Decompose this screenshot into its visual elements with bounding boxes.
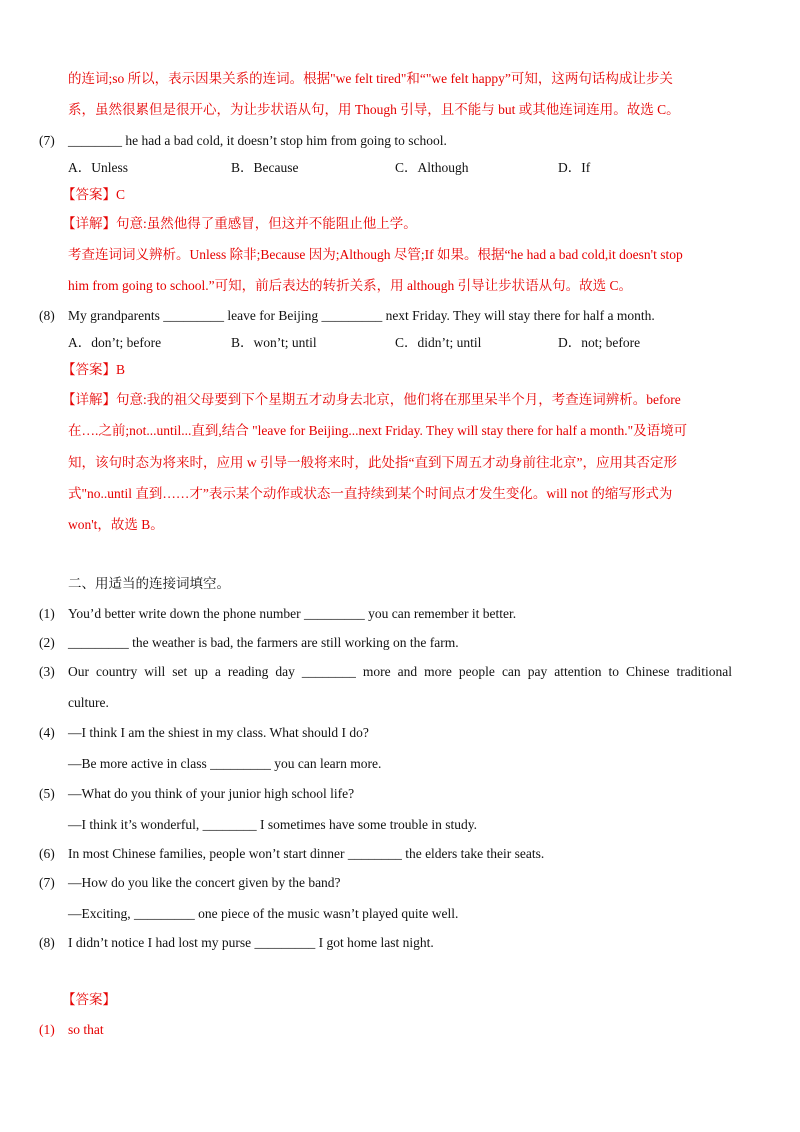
answer-number: (1) xyxy=(39,1022,55,1037)
item-number: (7) xyxy=(39,875,55,890)
item-number: (8) xyxy=(39,935,55,950)
option-c: C．Although xyxy=(395,160,469,175)
detail-line: 考查连词词义辨析。Unless 除非;Because 因为;Although 尽管;If 如果。根据“he had a bad cold,it doesn't stop xyxy=(68,247,683,262)
answer-label: 【答案】B xyxy=(62,362,126,377)
explanation-line: 系，虽然很累但是很开心，为让步状语从句，用 Though 引导，且不能与 but 或其他连词连用。故选 C。 xyxy=(68,102,680,117)
explanation-line: 的连词;so 所以，表示因果关系的连词。根据"we felt tired"和“"we felt happy”可知，这两句话构成让步关 xyxy=(68,71,673,86)
answer-label: 【答案】C xyxy=(62,187,126,202)
question-number: (7) xyxy=(39,133,55,148)
detail-line: won't，故选 B。 xyxy=(68,517,164,532)
question-stem: My grandparents _________ leave for Beijing _________ next Friday. They will stay there for half a month. xyxy=(68,308,655,323)
detail-line: 知，该句时态为将来时，应用 w 引导一般将来时，此处指“直到下周五才动身前往北京”，应用其否定形 xyxy=(68,455,677,470)
item-number: (4) xyxy=(39,725,55,740)
item-number: (3) xyxy=(39,664,55,679)
option-b: B．won’t; until xyxy=(231,335,317,350)
option-c: C．didn’t; until xyxy=(395,335,482,350)
item-number: (2) xyxy=(39,635,55,650)
answer-heading: 【答案】 xyxy=(62,992,116,1007)
option-a: A．don’t; before xyxy=(68,335,162,350)
answer-text: so that xyxy=(68,1022,104,1037)
item-text: —I think it’s wonderful, ________ I sometimes have some trouble in study. xyxy=(68,817,477,832)
item-text: Our country will set up a reading day ________ more and more people can pay attention to Chinese traditional xyxy=(68,664,732,679)
item-text: —How do you like the concert given by the band? xyxy=(68,875,341,890)
item-number: (1) xyxy=(39,606,55,621)
item-text: culture. xyxy=(68,695,109,710)
detail-line: 【详解】句意:虽然他得了重感冒，但这并不能阻止他上学。 xyxy=(62,216,417,231)
item-text: —Exciting, _________ one piece of the music wasn’t played quite well. xyxy=(68,906,459,921)
item-text: _________ the weather is bad, the farmers are still working on the farm. xyxy=(68,635,459,650)
item-text: —What do you think of your junior high school life? xyxy=(68,786,355,801)
option-d: D．not; before xyxy=(558,335,641,350)
item-text: —I think I am the shiest in my class. What should I do? xyxy=(68,725,369,740)
option-a: A．Unless xyxy=(68,160,128,175)
detail-line: 【详解】句意:我的祖父母要到下个星期五才动身去北京，他们将在那里呆半个月，考查连词辨析。before xyxy=(62,392,681,407)
detail-line: 在….之前;not...until...直到,结合 "leave for Beijing...next Friday. They will stay there for half a month."及语境可 xyxy=(68,423,688,438)
question-stem: ________ he had a bad cold, it doesn’t stop him from going to school. xyxy=(68,133,447,148)
option-d: D．If xyxy=(558,160,591,175)
item-number: (5) xyxy=(39,786,55,801)
item-number: (6) xyxy=(39,846,55,861)
section-heading: 二、用适当的连接词填空。 xyxy=(68,576,230,591)
detail-line: him from going to school.”可知，前后表达的转折关系，用 although 引导让步状语从句。故选 C。 xyxy=(68,278,632,293)
option-b: B．Because xyxy=(231,160,299,175)
item-text: In most Chinese families, people won’t start dinner ________ the elders take their seats. xyxy=(68,846,545,861)
detail-line: 式"no..until 直到……才”表示某个动作或状态一直持续到某个时间点才发生变化。will not 的缩写形式为 xyxy=(68,486,673,501)
item-text: I didn’t notice I had lost my purse _________ I got home last night. xyxy=(68,935,434,950)
item-text: You’d better write down the phone number _________ you can remember it better. xyxy=(68,606,517,621)
item-text: —Be more active in class _________ you can learn more. xyxy=(68,756,382,771)
question-number: (8) xyxy=(39,308,55,323)
